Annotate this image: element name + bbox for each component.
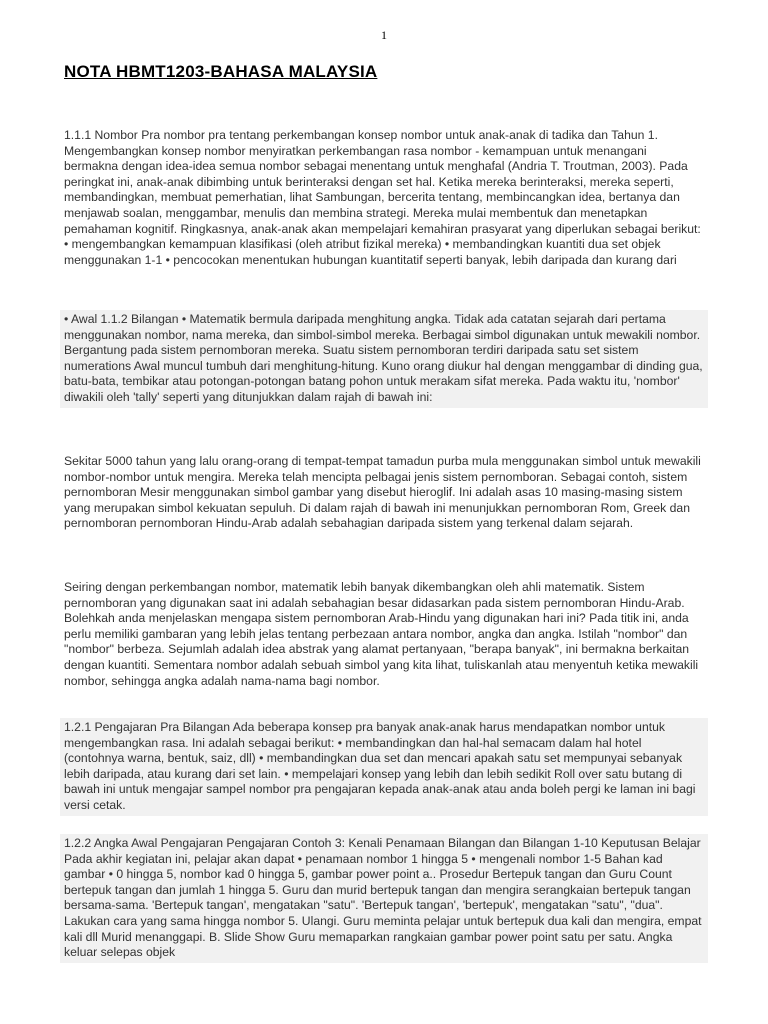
paragraph-sistem-hindu-arab: Seiring dengan perkembangan nombor, matematik lebih banyak dikembangkan oleh ahli matematik. Sistem pernomboran yang digunakan saat ini adalah sebahagian besar didasarkan pada sistem pernomboran Hindu-Arab. Bolehkah anda menjelaskan mengapa sistem pernomboran Arab-Hindu yang digunakan hari ini? Pada titik ini, anda perlu memiliki gambaran yang lebih jelas tentang perbezaan antara nombor, angka dan angka. Istilah "nombor" dan "nombor" berbeza. Sejumlah adalah idea abstrak yang alamat pertanyaan, "berapa banyak", ini bermakna berkaitan dengan kuantiti. Sementara nombor adalah sebuah simbol yang kita lihat, tuliskanlah atau menyentuh ketika mewakili nombor, sehingga angka adalah nama-nama bagi nombor. — [64, 580, 699, 688]
page-number: 1 — [381, 28, 387, 42]
paragraph-nombor-pra: 1.1.1 Nombor Pra nombor pra tentang perkembangan konsep nombor untuk anak-anak di tadika dan Tahun 1. Mengembangkan konsep nombor menyiratkan perkembangan rasa nombor - kemampuan untuk menangani bermakna dengan idea-idea semua nombor sebagai menentang untuk menghafal (Andria T. Troutman, 2003). Pada peringkat ini, anak-anak dibimbing untuk berinteraksi dengan set hal. Ketika mereka berinteraksi, mereka seperti, membandingkan, membuat pemerhatian, lihat Sambungan, bercerita tentang, membincangkan idea, bertanya dan menjawab soalan, menggambar, menulis dan membina strategi. Mereka mulai membentuk dan menetapkan pemahaman kognitif. Ringkasnya, anak-anak akan mempelajari kemahiran prasyarat yang diperlukan sebagai berikut: • mengembangkan kemampuan klasifikasi (oleh atribut fizikal mereka) • membandingkan kuantiti dua set objek menggunakan 1-1 • pencocokan menentukan hubungan kuantitatif seperti banyak, lebih daripada dan kurang dari — [64, 128, 701, 267]
document-title: NOTA HBMT1203-BAHASA MALAYSIA — [64, 62, 378, 81]
paragraph-awal-bilangan: • Awal 1.1.2 Bilangan • Matematik bermula daripada menghitung angka. Tidak ada catatan sejarah dari pertama menggunakan nombor, nama mereka, dan simbol-simbol mereka. Berbagai simbol digunakan untuk mewakili nombor. Bergantung pada sistem pernomboran mereka. Suatu sistem pernomboran terdiri daripada satu set sistem numerations Awal muncul tumbuh dari menghitung-hitung. Kuno orang diukur hal dengan menggambar di dinding gua, batu-bata, tembikar atau potongan-potongan batang pohon untuk merakam sifat mereka. Pada waktu itu, 'nombor' diwakili oleh 'tally' seperti yang ditunjukkan dalam rajah di bawah ini: — [60, 310, 708, 408]
paragraph-angka-awal-pengajaran: 1.2.2 Angka Awal Pengajaran Pengajaran Contoh 3: Kenali Penamaan Bilangan dan Bilangan 1-10 Keputusan Belajar Pada akhir kegiatan ini, pelajar akan dapat • penamaan nombor 1 hingga 5 • mengenali nombor 1-5 Bahan kad gambar • 0 hingga 5, nombor kad 0 hingga 5, gambar power point a.. Prosedur Bertepuk tangan dan Guru Count bertepuk tangan dan jumlah 1 hingga 5. Guru dan murid bertepuk tangan dan mengira serangkaian bertepuk tangan bersama-sama. 'Bertepuk tangan', mengatakan "satu". 'Bertepuk tangan', 'bertepuk', mengatakan "satu", "dua". Lakukan cara yang sama hingga nombor 5. Ulangi. Guru meminta pelajar untuk bertepuk dua kali dan mengira, empat kali dll Murid menanggapi. B. Slide Show Guru memaparkan rangkaian gambar power point satu per satu. Angka keluar selepas objek — [60, 834, 708, 963]
paragraph-sejarah-simbol: Sekitar 5000 tahun yang lalu orang-orang di tempat-tempat tamadun purba mula menggunakan simbol untuk mewakili nombor-nombor untuk mengira. Mereka telah mencipta pelbagai jenis sistem pernomboran. Sebagai contoh, sistem pernomboran Mesir menggunakan simbol gambar yang disebut hieroglif. Ini adalah asas 10 masing-masing sistem yang merupakan simbol kekuatan sepuluh. Di dalam rajah di bawah ini menunjukkan pernomboran Rom, Greek dan pernomboran pernomboran Hindu-Arab adalah sebahagian daripada sistem yang terkenal dalam sejarah. — [64, 454, 701, 531]
paragraph-pengajaran-pra-bilangan: 1.2.1 Pengajaran Pra Bilangan Ada beberapa konsep pra banyak anak-anak harus mendapatkan nombor untuk mengembangkan rasa. Ini adalah sebagai berikut: • membandingkan dan hal-hal semacam dalam hal hotel (contohnya warna, bentuk, saiz, dll) • membandingkan dua set dan mencari apakah satu set mempunyai sebanyak lebih daripada, atau kurang dari set lain. • mempelajari konsep yang lebih dan lebih sedikit Roll over satu butang di bawah ini untuk mengajar sampel nombor pra pengajaran kepada anak-anak atau anda boleh pergi ke laman ini bagi versi cetak. — [60, 718, 708, 816]
